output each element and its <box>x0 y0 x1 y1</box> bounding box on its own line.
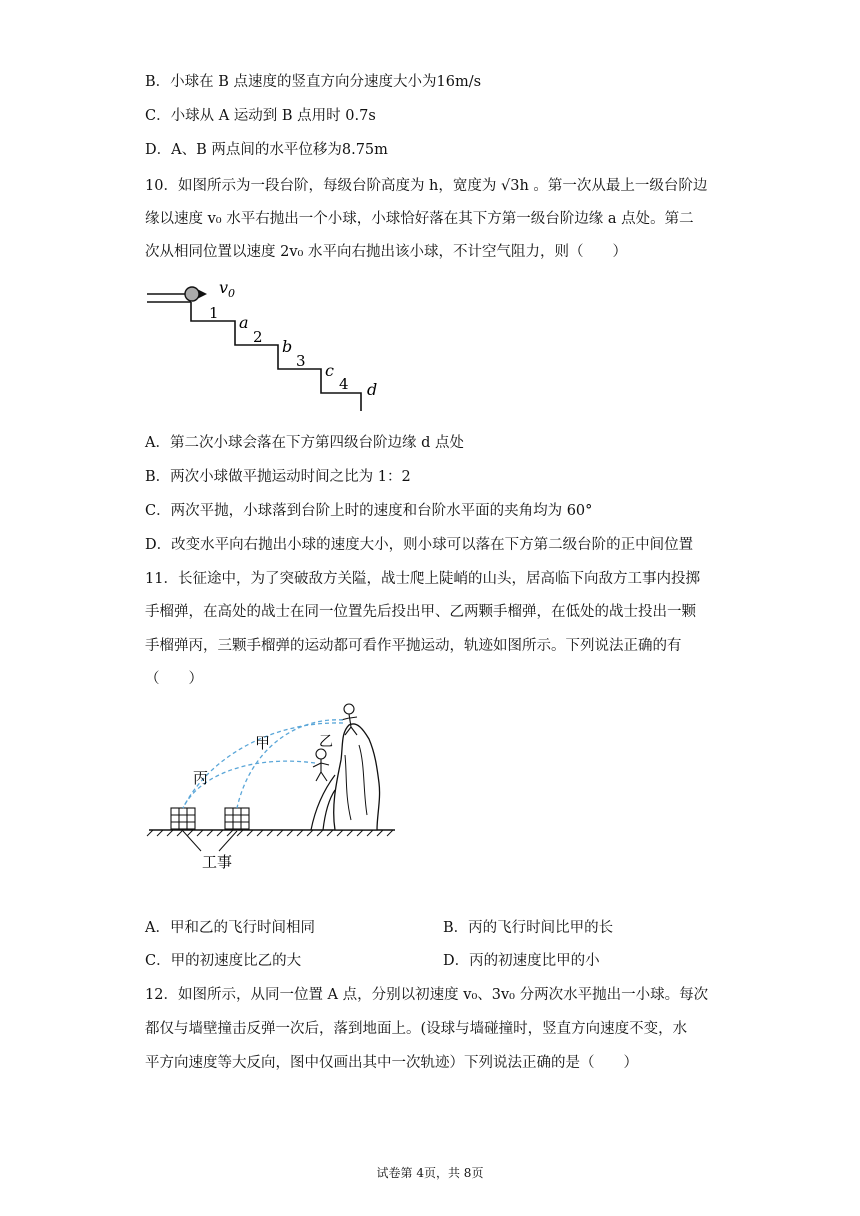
step-label-2: 2 <box>253 328 263 346</box>
q9-option-c: C．小球从 A 运动到 B 点用时 0.7s <box>145 108 376 124</box>
q11-stem-line4: （ ） <box>145 671 203 687</box>
label-gongshi: 工事 <box>202 853 233 871</box>
q10-option-d: D．改变水平向右抛出小球的速度大小，则小球可以落在下方第二级台阶的正中间位置 <box>145 537 694 553</box>
label-yi: 乙 <box>319 734 333 750</box>
q9-option-d: D．A、B 两点间的水平位移为8.75m <box>145 142 388 158</box>
q11-option-d: D．丙的初速度比甲的小 <box>443 953 600 969</box>
label-bing: 丙 <box>193 769 209 787</box>
q9-option-b: B．小球在 B 点速度的竖直方向分速度大小为16m/s <box>145 74 482 90</box>
fortification-left <box>171 808 195 829</box>
q11-stem-line2: 手榴弹，在高处的战士在同一位置先后投出甲、乙两颗手榴弹，在低处的战士投出一颗 <box>145 604 696 620</box>
q12-stem-line2: 都仅与墙壁撞击反弹一次后，落到地面上。(设球与墙碰撞时，竖直方向速度不变，水 <box>145 1021 688 1037</box>
q11-option-a: A．甲和乙的飞行时间相同 <box>145 920 315 936</box>
fortification-right <box>225 808 249 829</box>
q11-stem-line3: 手榴弹丙，三颗手榴弹的运动都可看作平抛运动，轨迹如图所示。下列说法正确的有 <box>145 638 682 654</box>
point-a-label: a <box>239 313 249 332</box>
step-label-4: 4 <box>339 375 349 393</box>
v0-label: $v_0$ <box>219 278 236 300</box>
stairs-figure <box>145 275 385 415</box>
q11-stem-line1: 11．长征途中，为了突破敌方关隘，战士爬上陡峭的山头，居高临下向敌方工事内投掷 <box>145 571 700 587</box>
q10-option-a: A．第二次小球会落在下方第四级台阶边缘 d 点处 <box>145 435 464 451</box>
point-c-label: c <box>325 361 334 380</box>
q12-stem-line3: 平方向速度等大反向，图中仅画出其中一次轨迹）下列说法正确的是（ ） <box>145 1055 638 1071</box>
step-label-3: 3 <box>296 352 306 370</box>
point-b-label: b <box>282 337 293 356</box>
q10-stem-line1: 10．如图所示为一段台阶，每级台阶高度为 h，宽度为 √3h 。第一次从最上一级台阶边 <box>145 178 708 194</box>
q12-stem-line1: 12．如图所示，从同一位置 A 点，分别以初速度 v₀、3v₀ 分两次水平抛出一小球。每次 <box>145 987 709 1003</box>
q10-option-c: C．两次平抛，小球落到台阶上时的速度和台阶水平面的夹角均为 60° <box>145 503 593 519</box>
q10-option-b: B．两次小球做平抛运动时间之比为 1：2 <box>145 469 411 485</box>
q11-option-c: C．甲的初速度比乙的大 <box>145 953 302 969</box>
ball-icon <box>185 287 199 301</box>
q11-option-b: B．丙的飞行时间比甲的长 <box>443 920 614 936</box>
mountain <box>334 724 380 830</box>
q10-stem-line2: 缘以速度 v₀ 水平右抛出一个小球，小球恰好落在其下方第一级台阶边缘 a 点处。第二 <box>145 211 694 227</box>
step-label-1: 1 <box>209 304 219 322</box>
page-footer: 试卷第 4页，共 8页 <box>376 1166 484 1180</box>
soldier-low-icon <box>313 749 329 781</box>
grenade-figure <box>145 695 405 880</box>
label-jia: 甲 <box>255 734 271 752</box>
point-d-label: d <box>367 380 378 399</box>
q10-stem-line3: 次从相同位置以速度 2v₀ 水平向右抛出该小球，不计空气阻力，则（ ） <box>145 244 627 260</box>
